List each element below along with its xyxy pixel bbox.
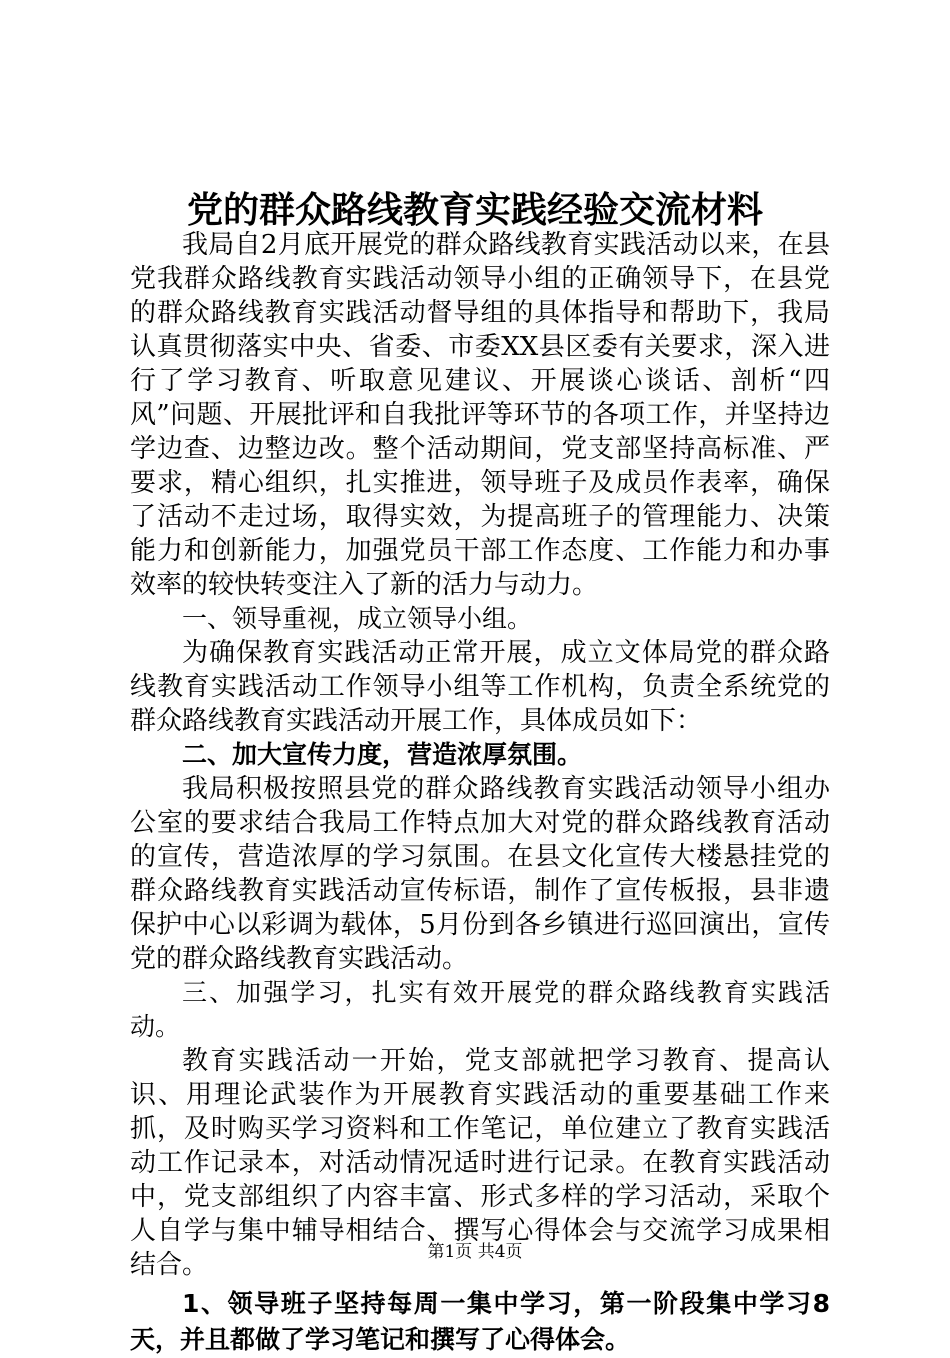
section-heading-1: 一、领导重视，成立领导小组。	[182, 604, 533, 633]
section-2-paragraph: 我局积极按照县党的群众路线教育实践活动领导小组办公室的要求结合我局工作特点加大对党的群众路线教育活动的宣传，营造浓厚的学习氛围。在县文化宣传大楼悬挂党的群众路线教育实践活动宣传标语，制作了宣传板报，县非遗保护中心以彩调为载体，5月份到各乡镇进行巡回演出，宣传党的群众路线教育实践活动。	[130, 774, 830, 974]
intro-paragraph: 我局自2月底开展党的群众路线教育实践活动以来，在县党我群众路线教育实践活动领导小组的正确领导下，在县党的群众路线教育实践活动督导组的具体指导和帮助下，我局认真贯彻落实中央、省委、市委XX县区委有关要求，深入进行了学习教育、听取意见建议、开展谈心谈话、剖析“四风”问题、开展批评和自我批评等环节的各项工作，并坚持边学边查、边整边改。整个活动期间，党支部坚持高标准、严要求，精心组织，扎实推进，领导班子及成员作表率，确保了活动不走过场，取得实效，为提高班子的管理能力、决策能力和创新能力，加强党员干部工作态度、工作能力和办事效率的较快转变注入了新的活力与动力。	[130, 230, 830, 600]
page-number-footer: 第1页 共4页	[427, 1242, 523, 1262]
section-heading-3: 三、加强学习，扎实有效开展党的群众路线教育实践活动。	[130, 978, 830, 1041]
section-1-paragraph: 为确保教育实践活动正常开展，成立文体局党的群众路线教育实践活动工作领导小组等工作机构，负责全系统党的群众路线教育实践活动开展工作，具体成员如下：	[130, 638, 830, 736]
list-item-1: 1、领导班子坚持每周一集中学习，第一阶段集中学习8天，并且都做了学习笔记和撰写了心得体会。	[130, 1289, 830, 1354]
section-3-paragraph: 教育实践活动一开始，党支部就把学习教育、提高认识、用理论武装作为开展教育实践活动的重要基础工作来抓，及时购买学习资料和工作笔记，单位建立了教育实践活动工作记录本，对活动情况适时进行记录。在教育实践活动中，党支部组织了内容丰富、形式多样的学习活动，采取个人自学与集中辅导相结合、撰写心得体会与交流学习成果相结合。	[130, 1046, 830, 1280]
document-title: 党的群众路线教育实践经验交流材料	[186, 189, 763, 231]
document-body	[130, 228, 830, 1358]
section-heading-2: 二、加大宣传力度，营造浓厚氛围。	[182, 740, 583, 769]
